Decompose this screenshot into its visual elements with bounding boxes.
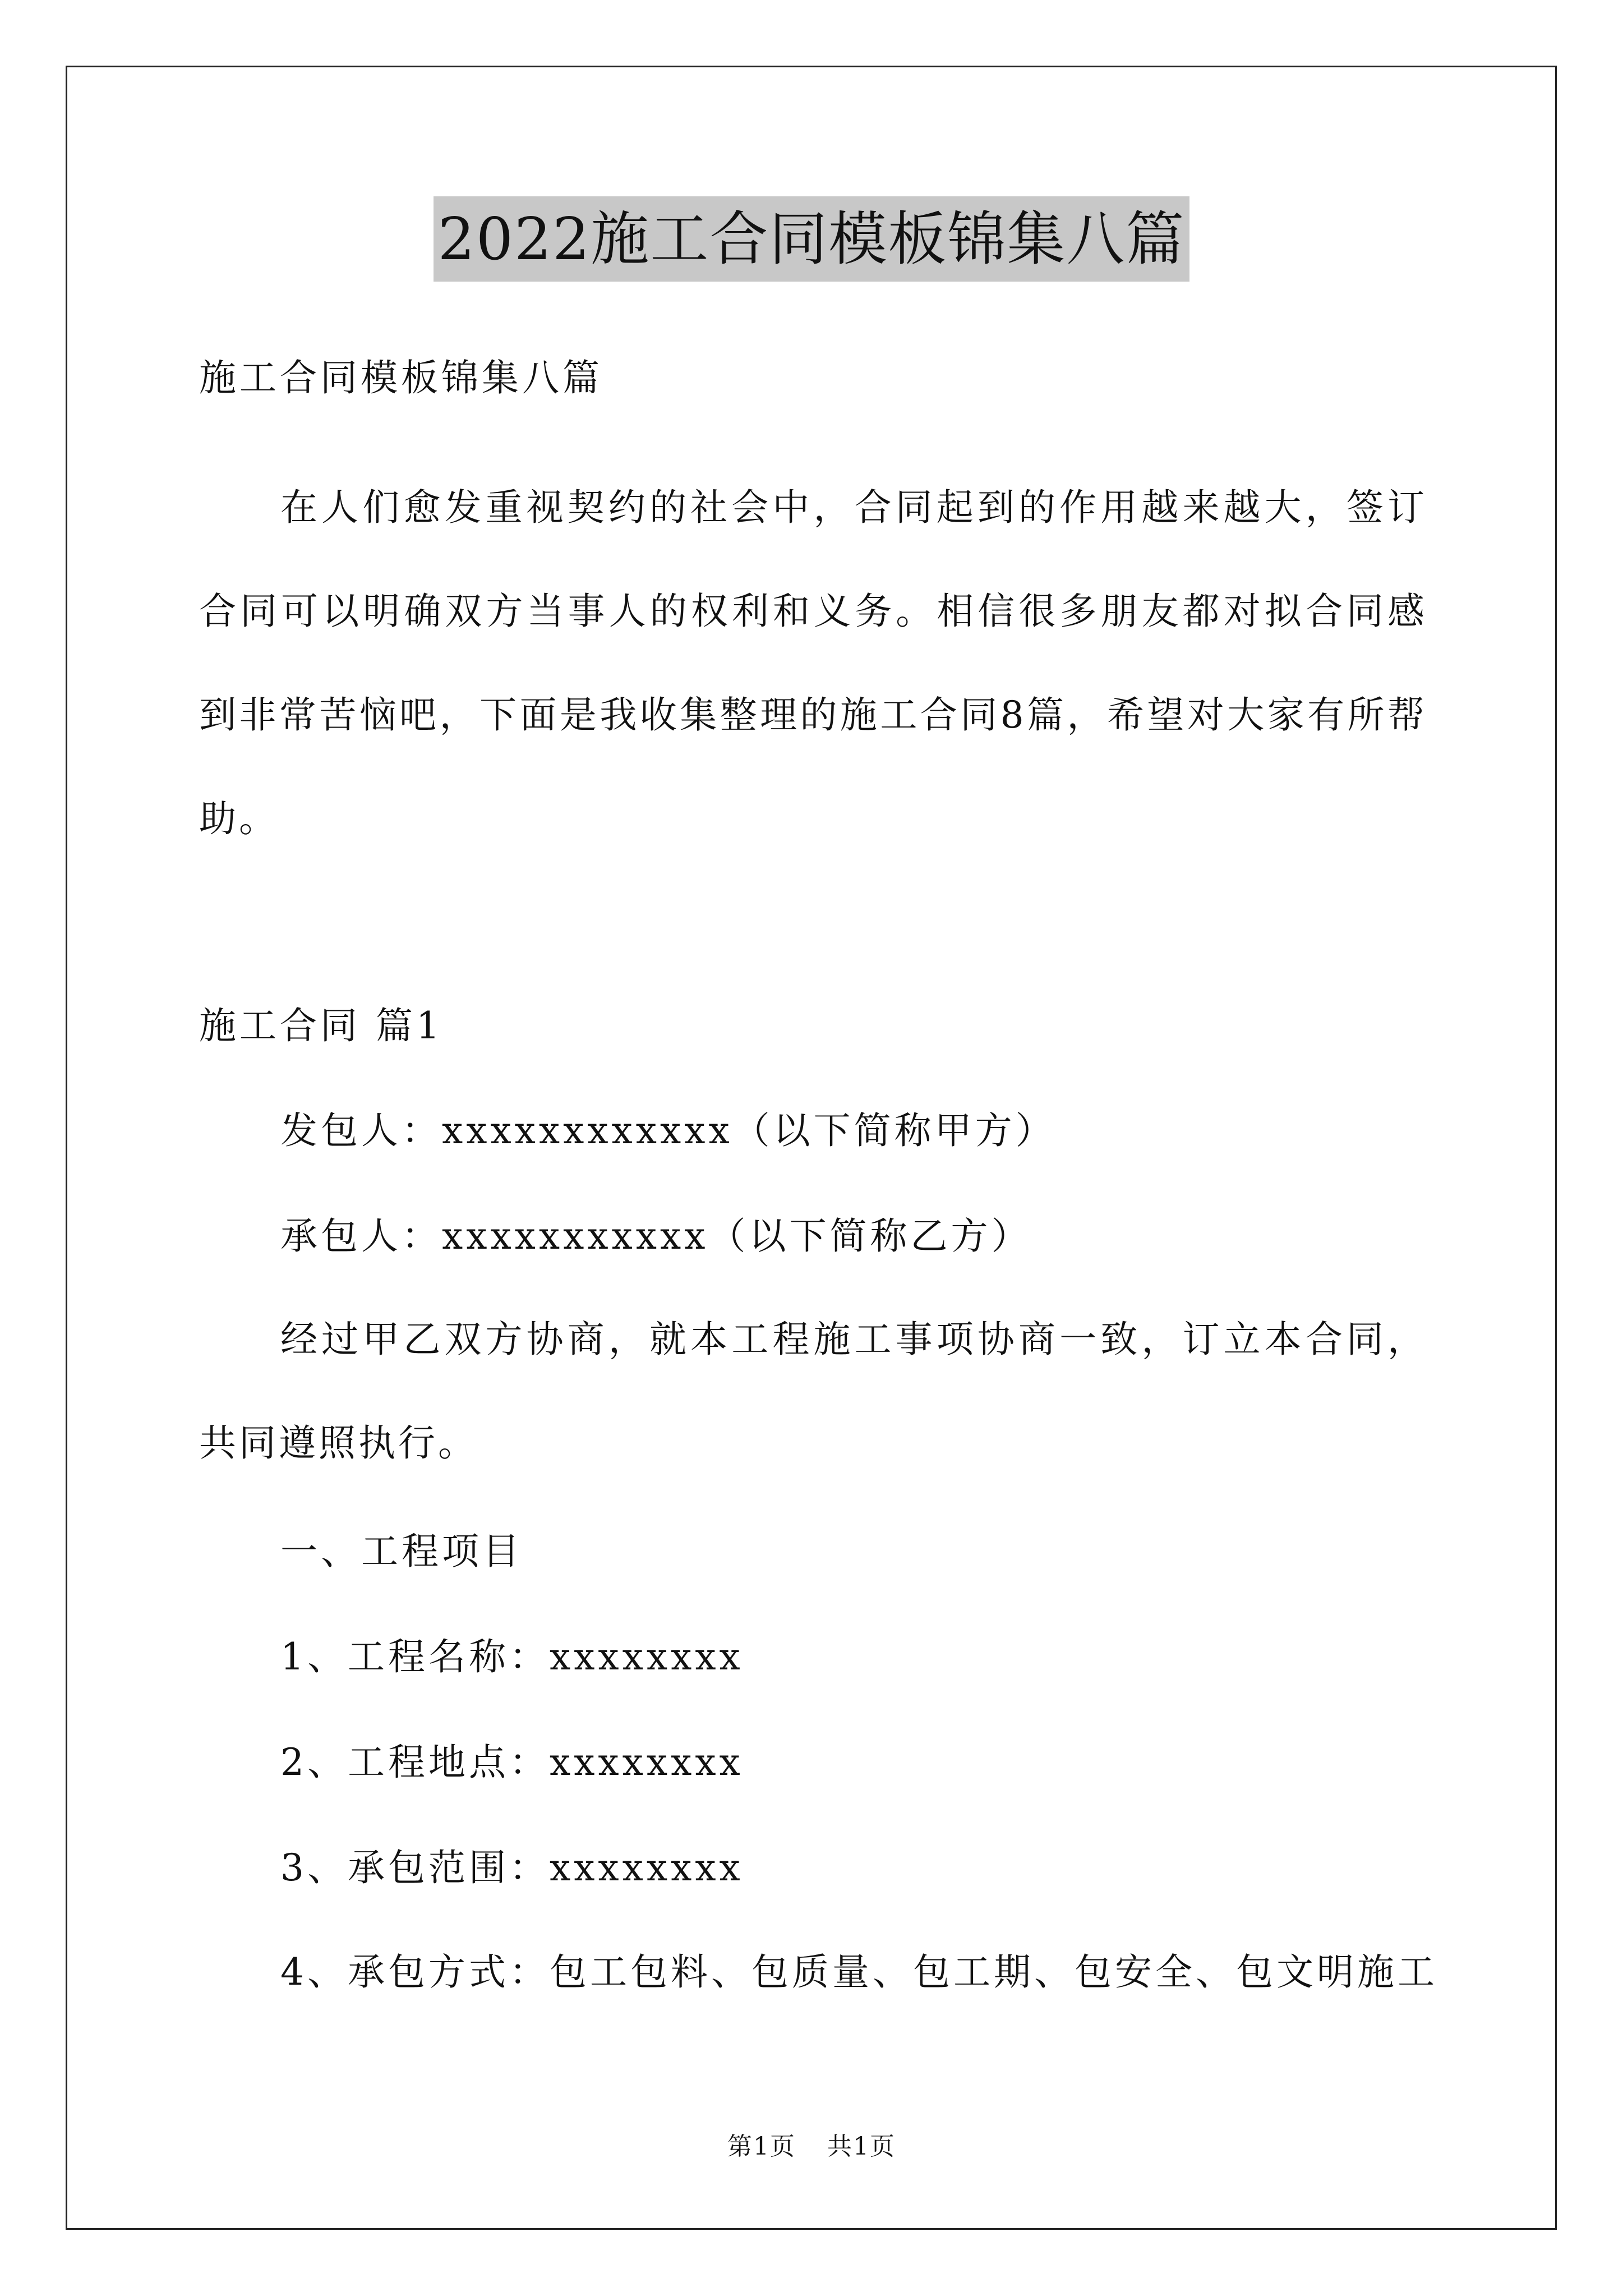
document-title: 2022施工合同模板锦集八篇	[434, 196, 1190, 282]
clause-item: 1、工程名称：xxxxxxxx	[280, 1635, 744, 1678]
party-b-line: 承包人：xxxxxxxxxxx（以下简称乙方）	[280, 1214, 1032, 1258]
clause-item: 4、承包方式：包工包料、包质量、包工期、包安全、包文明施工	[280, 1950, 1438, 1994]
party-a-line: 发包人：xxxxxxxxxxxx（以下简称甲方）	[280, 1109, 1056, 1152]
page-total: 共1页	[827, 2132, 896, 2161]
clause-item: 3、承包范围：xxxxxxxx	[280, 1846, 744, 1889]
document-subtitle: 施工合同模板锦集八篇	[199, 356, 603, 399]
title-container	[0, 196, 1623, 282]
clause-item: 2、工程地点：xxxxxxxx	[280, 1741, 744, 1784]
clause-heading: 一、工程项目	[280, 1530, 523, 1573]
page-number: 第1页	[727, 2132, 796, 2161]
intro-paragraph: 在人们愈发重视契约的社会中，合同起到的作用越来越大，签订合同可以明确双方当事人的权利和义务。相信很多朋友都对拟合同感到非常苦恼吧，下面是我收集整理的施工合同8篇，希望对大家有所帮助。	[199, 486, 1427, 840]
page-footer	[0, 2126, 1623, 2162]
section-heading: 施工合同 篇1	[199, 1004, 443, 1047]
agreement-paragraph: 经过甲乙双方协商，就本工程施工事项协商一致，订立本合同，共同遵照执行。	[199, 1318, 1427, 1465]
